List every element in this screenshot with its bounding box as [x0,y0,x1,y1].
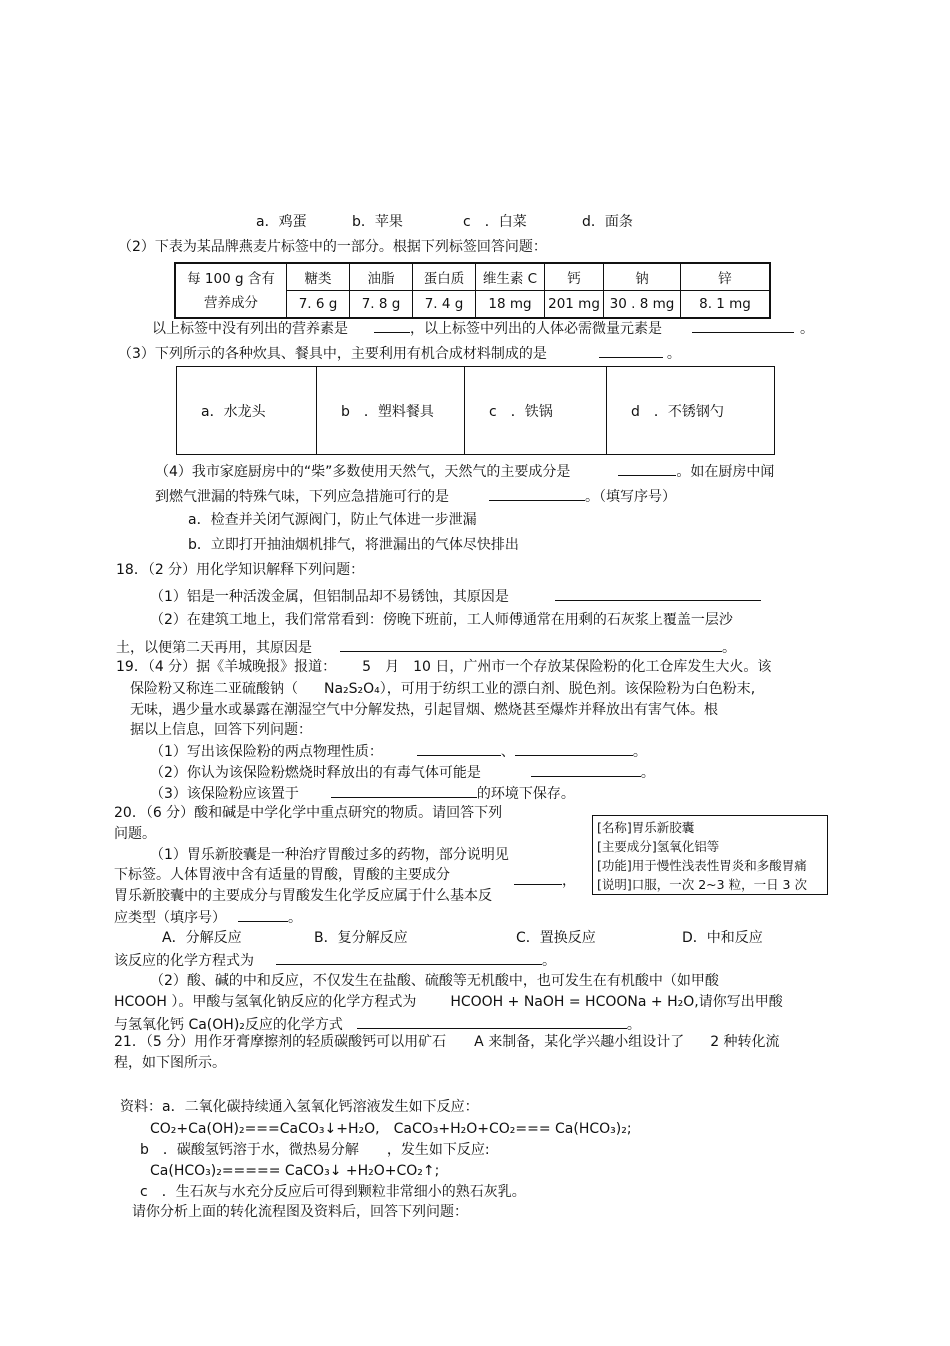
value-cell: 8. 1 mg [681,291,771,319]
header-cell: 锌 [681,263,771,291]
q18-title: 18．（2 分）用化学知识解释下列问题： [116,562,365,578]
choice-d: D．中和反应 [682,930,763,946]
option-a: a．鸡蛋 [256,214,307,230]
q19-line1: 19．（4 分）据《羊城晚报》报道： 5 月 10 日，广州市一个存放某保险粉的化工仓库发生大火。该 [116,659,772,675]
answer-blank[interactable] [618,461,676,476]
q17-4-line1: （4）我市家庭厨房中的“柴”多数使用天然气，天然气的主要成分是 。如在厨房中闻 [155,461,774,481]
q20-part2-line1: （2）酸、碱的中和反应，不仅发生在盐酸、硫酸等无机酸中，也可发生在有机酸中（如甲酸 [150,973,719,989]
q20-part2-line2: HCOOH ）。甲酸与氢氧化钠反应的化学方程式为 HCOOH + NaOH = HCOONa + H₂O,请你写出甲酸 [114,994,783,1010]
medicine-label-line: [功能]用于慢性浅表性胃炎和多酸胃痛 [597,858,807,873]
value-cell: 7. 6 g [287,291,350,319]
value-cell: 201 mg [545,291,604,319]
header-cell: 糖类 [287,263,350,291]
answer-blank[interactable] [692,318,794,333]
value-cell: 18 mg [476,291,545,319]
value-cell: 7. 4 g [413,291,476,319]
header-cell: 维生素 C [476,263,545,291]
cookware-option: c ．铁锅 [465,367,607,454]
q17-4-line2: 到燃气泄漏的特殊气味，下列应急措施可行的是 。（填写序号） [155,486,676,506]
answer-blank[interactable] [515,741,633,756]
q20-line2: 问题。 [114,826,156,842]
q20-inline-blank: ， [514,870,576,890]
header-cell: 钙 [545,263,604,291]
choice-b: B．复分解反应 [314,930,408,946]
medicine-label [592,815,828,895]
reference-c: c ．生石灰与水充分反应后可得到颗粒非常细小的熟石灰乳。 [140,1184,526,1200]
q20-part2-line3: 与氢氧化钙 Ca(OH)₂反应的化学方式 。 [114,1014,641,1034]
q20-line3: （1）胃乐新胶囊是一种治疗胃酸过多的药物，部分说明见 [150,847,509,863]
medicine-label-line: [主要成分]氢氧化铝等 [597,839,720,854]
answer-blank[interactable] [599,343,663,358]
answer-blank[interactable] [489,486,585,501]
nutrition-row-label: 每 100 g 含有 营养成分 [175,263,287,318]
q17-4-option-a: a．检查并关闭气源阀门，防止气体进一步泄漏 [188,512,477,528]
choice-a: A．分解反应 [162,930,242,946]
cookware-option: d ．不锈钢勺 [631,403,724,420]
q19-line4: 据以上信息，回答下列问题： [130,722,312,738]
q20-line1: 20．（6 分）酸和碱是中学化学中重点研究的物质。请回答下列 [114,805,503,821]
option-d: d．面条 [582,214,633,230]
answer-blank[interactable] [417,741,501,756]
answer-blank[interactable] [374,318,410,333]
q20-equation-prompt: 该反应的化学方程式为 。 [114,950,556,970]
medicine-label-line: [名称]胃乐新胶囊 [597,820,695,835]
answer-blank[interactable] [555,586,761,601]
answer-blank[interactable] [340,637,722,652]
answer-blank[interactable] [238,907,288,922]
cookware-option: b ．塑料餐具 [317,367,465,454]
value-cell: 30 . 8 mg [604,291,681,319]
q18-part2: （2）在建筑工地上，我们常常看到：傍晚下班前，工人师傅通常在用剩的石灰浆上覆盖一层沙 [150,612,733,628]
q19-line2: 保险粉又称连二亚硫酸钠（ Na₂S₂O₄），可用于纺织工业的漂白剂、脱色剂。该保险粉为白色粉末, [130,681,756,697]
q17-4-option-b: b．立即打开抽油烟机排气，将泄漏出的气体尽快排出 [188,537,519,553]
answer-blank[interactable] [531,762,641,777]
cookware-option: a．水龙头 [177,367,317,454]
header-cell: 蛋白质 [413,263,476,291]
answer-blank[interactable] [276,950,542,965]
q17-2-followup: 以上标签中没有列出的营养素是 ，以上标签中列出的人体必需微量元素是 。 [152,318,814,338]
q19-part3: （3）该保险粉应该置于 的环境下保存。 [150,783,575,803]
equation-1: CO₂+Ca(OH)₂===CaCO₃↓+H₂O, CaCO₃+H₂O+CO₂=== Ca(HCO₃)₂; [150,1121,632,1137]
q18-part2-cont: 土，以便第二天再用，其原因是 。 [116,637,736,657]
answer-blank[interactable] [514,870,562,885]
header-cell: 油脂 [350,263,413,291]
q20-line4: 下标签。人体胃液中含有适量的胃酸，胃酸的主要成分 [114,867,450,883]
q20-line5: 胃乐新胶囊中的主要成分与胃酸发生化学反应属于什么基本反 [114,888,492,904]
nutrition-table [174,262,771,319]
q18-part1: （1）铝是一种活泼金属，但铝制品却不易锈蚀，其原因是 [150,586,761,606]
option-c: c ．白菜 [463,214,527,230]
q19-line3: 无味，遇少量水或暴露在潮湿空气中分解发热，引起冒烟、燃烧甚至爆炸并释放出有害气体。根 [130,702,718,718]
reference-a: 资料：a．二氧化碳持续通入氢氧化钙溶液发生如下反应： [120,1099,479,1115]
q21-line2: 程，如下图所示。 [114,1055,226,1071]
reference-b: b ．碳酸氢钙溶于水，微热易分解 ，发生如下反应: [140,1142,490,1158]
q20-line6: 应类型（填序号） 。 [114,907,302,927]
value-cell: 7. 8 g [350,291,413,319]
medicine-label-line: [说明]口服，一次 2~3 粒，一日 3 次 [597,877,807,892]
header-cell: 钠 [604,263,681,291]
option-b: b．苹果 [352,214,403,230]
q21-line1: 21．（5 分）用作牙膏摩擦剂的轻质碳酸钙可以用矿石 A 来制备，某化学兴趣小组设计了 2 种转化流 [114,1034,780,1050]
answer-blank[interactable] [357,1014,627,1029]
answer-blank[interactable] [331,783,477,798]
choice-c: C．置换反应 [516,930,596,946]
q21-ask: 请你分析上面的转化流程图及资料后，回答下列问题： [132,1204,468,1220]
cookware-options [176,366,775,455]
equation-2: Ca(HCO₃)₂===== CaCO₃↓ +H₂O+CO₂↑; [150,1163,440,1179]
q17-3-prompt: （3）下列所示的各种炊具、餐具中，主要利用有机合成材料制成的是 。 [118,343,681,363]
q19-part1: （1）写出该保险粉的两点物理性质： 、 。 [150,741,647,761]
q19-part2: （2）你认为该保险粉燃烧时释放出的有毒气体可能是 。 [150,762,655,782]
q17-2-prompt: （2）下表为某品牌燕麦片标签中的一部分。根据下列标签回答问题： [118,239,547,255]
